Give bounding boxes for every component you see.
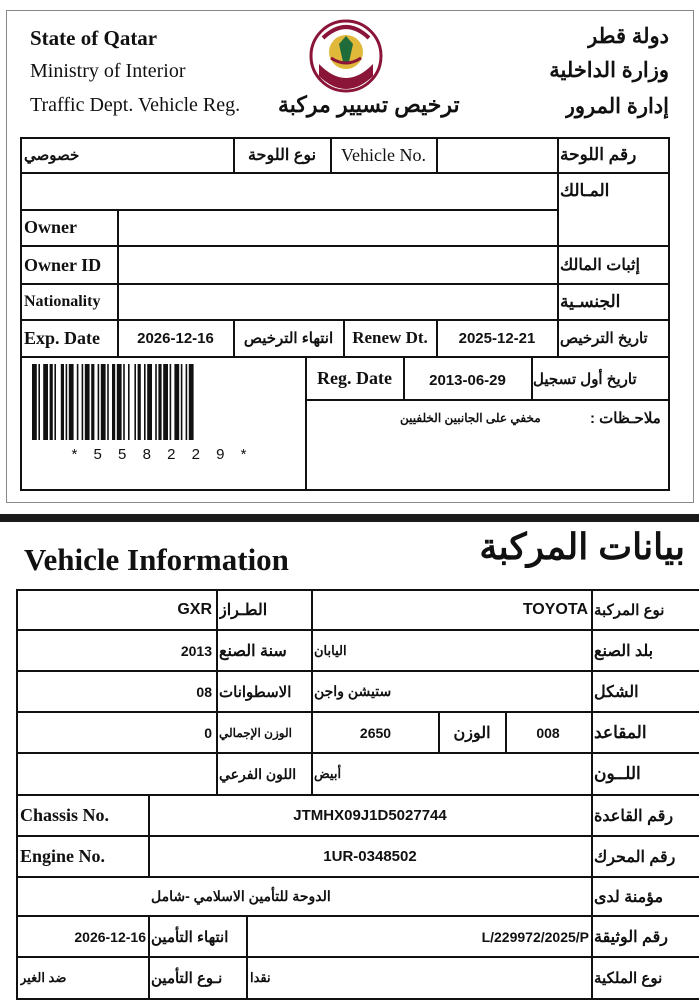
owner-id-label-ar: إثبات المالك [560, 257, 640, 274]
weight-label-ar: الوزن [453, 724, 491, 742]
notes-value: مخفي على الجانبين الخلفيين [400, 411, 541, 425]
plate-no-value [438, 138, 556, 172]
ministry-en: Ministry of Interior [30, 60, 186, 82]
exp-date-value: 2026-12-16 [137, 329, 214, 347]
make-value: TOYOTA [522, 601, 588, 618]
reg-date-value: 2013-06-29 [429, 371, 506, 389]
license-date-label-ar: تاريخ الترخيص [560, 330, 648, 347]
shape-label-ar: الشكل [594, 683, 639, 701]
chassis-label-ar: رقم القاعدة [594, 807, 674, 825]
state-of-qatar-en: State of Qatar [30, 26, 158, 50]
barcode-number: * 5 5 8 2 2 9 * [71, 445, 253, 463]
barcode-icon [32, 364, 292, 440]
exp-date-label-ar: انتهاء الترخيص [243, 330, 334, 347]
plate-type-label-ar: نوع اللوحة [247, 147, 317, 164]
nationality-label-en: Nationality [24, 292, 101, 310]
plate-type-value: خصوصي [24, 147, 80, 164]
traffic-dept-ar: إدارة المرور [564, 95, 669, 118]
vehicle-info-title-en: Vehicle Information [24, 542, 289, 577]
vehicle-no-label-en: Vehicle No. [341, 144, 426, 165]
ins-exp-label-ar: انتهاء التأمين [151, 928, 229, 946]
owner-label-en: Owner [24, 217, 77, 237]
traffic-dept-en: Traffic Dept. Vehicle Reg. [30, 94, 241, 116]
model-value: GXR [177, 601, 212, 618]
country-label-ar: بلد الصنع [594, 642, 654, 660]
owner-label-ar: المـالك [560, 181, 610, 200]
owner-id-label-en: Owner ID [24, 254, 102, 275]
seats-label-ar: المقاعد [594, 722, 647, 742]
ministry-ar: وزارة الداخلية [549, 59, 669, 82]
qatar-moi-emblem-icon [309, 14, 383, 98]
weight-value: 2650 [359, 724, 392, 741]
engine-value: 1UR-0348502 [323, 848, 417, 865]
insured-value: الدوحة للتأمين الاسلامي -شامل [151, 888, 331, 904]
country-value: اليابان [314, 642, 347, 658]
model-label-ar: الطـراز [219, 602, 268, 619]
renew-date-value: 2025-12-21 [458, 329, 536, 347]
notes-label-ar: ملاحـظات : [590, 410, 661, 427]
engine-label-ar: رقم المحرك [594, 848, 676, 866]
shape-value: ستيشن واجن [314, 683, 392, 699]
first-reg-label-ar: تاريخ أول تسجيل [533, 370, 637, 388]
vehicle-info-title-ar: بيانات المركبة [479, 526, 685, 567]
license-title-ar: ترخيص تسيير مركبة [278, 92, 460, 117]
ownership-value: نقدا [250, 970, 271, 985]
cylinders-label-ar: الاسطوانات [219, 683, 292, 701]
reg-date-label-en: Reg. Date [317, 368, 392, 388]
ins-exp-value: 2026-12-16 [74, 928, 146, 945]
chassis-label-en: Chassis No. [20, 805, 110, 825]
cylinders-value: 08 [196, 683, 212, 700]
plate-no-label-ar: رقم اللوحة [560, 145, 637, 164]
gross-weight-value: 0 [204, 724, 212, 741]
policy-value: L/229972/2025/P [481, 928, 589, 945]
exp-date-label-en: Exp. Date [24, 327, 100, 348]
chassis-value: JTMHX09J1D5027744 [293, 807, 447, 824]
engine-label-en: Engine No. [20, 846, 106, 866]
policy-label-ar: رقم الوثيقة [594, 928, 669, 946]
ins-type-value: ضد الغير [20, 970, 67, 985]
gross-weight-label-ar: الوزن الإجمالي [219, 725, 292, 740]
make-label-ar: نوع المركبة [594, 602, 665, 619]
color-value: أبيض [314, 766, 342, 781]
seats-value: 008 [536, 724, 560, 741]
color-label-ar: اللــون [594, 764, 641, 783]
section-divider [0, 514, 699, 522]
qatar-state-ar: دولة قطر [587, 25, 669, 48]
ownership-label-ar: نوع الملكية [594, 970, 663, 987]
sub-color-label-ar: اللون الفرعي [219, 765, 297, 782]
year-value: 2013 [180, 642, 212, 659]
insured-label-ar: مؤمنة لدى [594, 888, 664, 906]
nationality-label-ar: الجنسـية [560, 291, 621, 311]
year-label-ar: سنة الصنع [219, 642, 287, 660]
ins-type-label-ar: نـوع التأمين [151, 970, 223, 987]
renew-date-label-en: Renew Dt. [352, 328, 428, 347]
